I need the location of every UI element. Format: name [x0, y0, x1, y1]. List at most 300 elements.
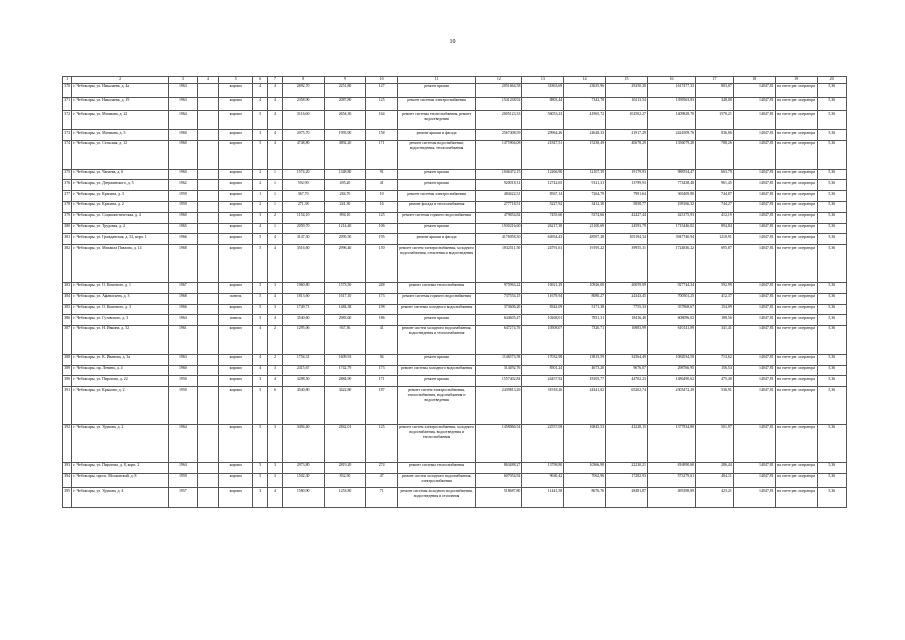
cell-v3: 41965,72 [564, 111, 606, 130]
column-number: 19 [775, 77, 817, 84]
cell-fl: 5 [253, 293, 268, 304]
cell-mat: панель [218, 293, 253, 304]
cell-a1: 271,38 [282, 202, 324, 213]
cell-v1: 644605,47 [476, 315, 522, 326]
cell-v7: 14047,81 [733, 130, 775, 141]
cell-fl: 5 [253, 462, 268, 473]
cell-a1: 3516,60 [282, 245, 324, 283]
cell-a2: 1742,79 [324, 365, 366, 376]
cell-work: ремонт крыши [397, 354, 476, 365]
cell-v5: 298766,95 [647, 365, 695, 376]
cell-v4: 9676,07 [606, 365, 648, 376]
cell-work: ремонт системы водоснабжения, водоотведения, теплоснабжения [397, 140, 476, 169]
cell-addr: г. Чебоксары, ул. Афанасьева, д. 3 [72, 293, 168, 304]
cell-v5: 573279,61 [647, 473, 695, 488]
column-number: 3 [168, 77, 197, 84]
cell-v3: 9121,31 [564, 180, 606, 191]
cell-v6: 341,41 [696, 326, 734, 355]
column-number: 6 [253, 77, 268, 84]
cell-v4: 29250,30 [606, 83, 648, 97]
cell-v6: 695,87 [696, 245, 734, 283]
cell-a2: 1348,80 [324, 169, 366, 180]
cell-n: 394 [63, 473, 72, 488]
cell-a1: 2692,70 [282, 83, 324, 97]
cell-fl: 3 [253, 212, 268, 223]
cell-n: 390 [63, 376, 72, 387]
cell-addr: г. Чебоксары, ул. Николаева, д. 4а [72, 83, 168, 97]
cell-year: 1965 [168, 223, 197, 234]
cell-a2: 495,20 [324, 180, 366, 191]
table-row [63, 293, 847, 304]
cell-v5: 610141,89 [647, 326, 695, 355]
cell-a1: 2415,67 [282, 365, 324, 376]
cell-n: 375 [63, 169, 72, 180]
cell-v5: 423175,93 [647, 212, 695, 223]
cell-v5: 1409828,70 [647, 111, 695, 130]
cell-v2: 10508,07 [522, 326, 564, 355]
cell-empty [198, 304, 219, 315]
cell-fl: 5 [253, 473, 268, 488]
cell-fl: 2 [253, 202, 268, 213]
cell-rate: 5,36 [817, 365, 847, 376]
cell-ent: 1 [268, 223, 283, 234]
cell-ent: 4 [268, 245, 283, 283]
cell-rate: 5,36 [817, 97, 847, 111]
cell-work: ремонт крыши [397, 180, 476, 191]
cell-a1: 592,90 [282, 180, 324, 191]
cell-year: 1964 [168, 462, 197, 473]
cell-v2: 12742,65 [522, 180, 564, 191]
cell-v4: 24343,45 [606, 293, 648, 304]
column-number: 20 [817, 77, 847, 84]
cell-v1: 373606,20 [476, 304, 522, 315]
cell-addr: г. Чебоксары, ул. Николаева, д. 19 [72, 97, 168, 111]
cell-v6: 501,97 [696, 424, 734, 462]
cell-a1: 3540,60 [282, 315, 324, 326]
cell-v1: 2005123,33 [476, 111, 522, 130]
cell-v5: 1399563,83 [647, 97, 695, 111]
cell-v6: 713,62 [696, 354, 734, 365]
cell-v3: 18105,77 [564, 376, 606, 387]
cell-v4: 39955,31 [606, 245, 648, 283]
cell-v5: 816890,60 [647, 462, 695, 473]
cell-n: 377 [63, 191, 72, 202]
cell-v2: 17032,98 [522, 354, 564, 365]
cell-res: 71 [366, 488, 397, 508]
table-row [63, 473, 847, 488]
cell-a2: 894,10 [324, 212, 366, 223]
cell-v4: 21917,29 [606, 130, 648, 141]
cell-v7: 14047,81 [733, 293, 775, 304]
cell-res: 198 [366, 304, 397, 315]
cell-v6: 1218,91 [696, 234, 734, 245]
cell-ent: 1 [268, 202, 283, 213]
cell-year: 1961 [168, 326, 197, 355]
cell-year: 1950 [168, 376, 197, 387]
cell-v5: 495398,89 [647, 488, 695, 508]
cell-res: 16 [366, 202, 397, 213]
cell-fl: 2 [253, 180, 268, 191]
cell-year: 1957 [168, 488, 197, 508]
cell-year: 1960 [168, 140, 197, 169]
cell-n: 371 [63, 97, 72, 111]
cell-mat: кирпич [218, 473, 253, 488]
cell-op: на счете рег. оператора [775, 488, 817, 508]
cell-v3: 12107,39 [564, 169, 606, 180]
cell-v3: 24628,33 [564, 130, 606, 141]
cell-empty [198, 488, 219, 508]
cell-a1: 4540,80 [282, 387, 324, 425]
cell-op: на счете рег. оператора [775, 83, 817, 97]
cell-a1: 3147,30 [282, 234, 324, 245]
cell-res: 41 [366, 326, 397, 355]
cell-mat: кирпич [218, 169, 253, 180]
cell-res: 274 [366, 462, 397, 473]
cell-empty [198, 169, 219, 180]
cell-op: на счете рег. оператора [775, 315, 817, 326]
cell-addr: г. Чебоксары, ул. Гузовского, д. 3 [72, 315, 168, 326]
cell-v7: 14047,81 [733, 97, 775, 111]
cell-n: 386 [63, 315, 72, 326]
cell-res: 125 [366, 424, 397, 462]
cell-year: 1964 [168, 111, 197, 130]
cell-work: ремонт крыши [397, 169, 476, 180]
cell-v6: 404,11 [696, 473, 734, 488]
table-row [63, 326, 847, 355]
cell-v2: 8501,24 [522, 365, 564, 376]
cell-v2: 11441,58 [522, 488, 564, 508]
cell-addr: г. Чебоксары, ул. О. Кошевого, д. 3 [72, 304, 168, 315]
cell-addr: г. Чебоксары, ул. К. Иванова, д. 3а [72, 354, 168, 365]
cell-n: 380 [63, 223, 72, 234]
column-number: 10 [366, 77, 397, 84]
cell-addr: г. Чебоксары, просп. Московский, д. 8 [72, 473, 168, 488]
cell-res: 173 [366, 293, 397, 304]
cell-v5: 700501,25 [647, 293, 695, 304]
cell-a1: 3494,40 [282, 424, 324, 462]
cell-mat: кирпич [218, 354, 253, 365]
cell-v4: 17282,93 [606, 473, 648, 488]
cell-res: 94 [366, 354, 397, 365]
cell-a2: 2087,80 [324, 97, 366, 111]
cell-v1: 1458066,54 [476, 424, 522, 462]
cell-v6: 836,06 [696, 130, 734, 141]
cell-v2: 16921,29 [522, 282, 564, 293]
cell-v1: 314492,76 [476, 365, 522, 376]
cell-work: ремонт систем холодного водоснабжения, водоотведения и теплоснабжения [397, 326, 476, 355]
cell-v4: 13799,93 [606, 180, 648, 191]
cell-v2: 24457,92 [522, 376, 564, 387]
cell-v6: 1578,21 [696, 111, 734, 130]
cell-res: 127 [366, 83, 397, 97]
cell-v4: 44702,23 [606, 376, 648, 387]
cell-n: 391 [63, 387, 72, 425]
cell-mat: кирпич [218, 282, 253, 293]
cell-op: на счете рег. оператора [775, 169, 817, 180]
cell-n: 387 [63, 326, 72, 355]
cell-n: 388 [63, 354, 72, 365]
cell-rate: 5,36 [817, 191, 847, 202]
cell-a1: 4748,80 [282, 140, 324, 169]
column-number-row [63, 77, 847, 84]
cell-op: на счете рег. оператора [775, 130, 817, 141]
cell-v5: 773438,48 [647, 180, 695, 191]
cell-a2: 1617,10 [324, 293, 366, 304]
cell-v7: 14047,81 [733, 315, 775, 326]
cell-mat: кирпич [218, 180, 253, 191]
cell-empty [198, 473, 219, 488]
cell-a2: 2996,40 [324, 245, 366, 283]
cell-rate: 5,36 [817, 202, 847, 213]
cell-ent: 3 [268, 282, 283, 293]
cell-empty [198, 212, 219, 223]
cell-v3: 23635,96 [564, 83, 606, 97]
cell-n: 383 [63, 282, 72, 293]
cell-mat: кирпич [218, 245, 253, 283]
cell-v4: 41228,15 [606, 424, 648, 462]
column-number: 2 [72, 77, 168, 84]
cell-a1: 1754,31 [282, 354, 324, 365]
cell-v4: 18416,40 [606, 315, 648, 326]
cell-res: 47 [366, 473, 397, 488]
cell-v3: 19195,22 [564, 245, 606, 283]
cell-v4: 40678,29 [606, 140, 648, 169]
cell-v4: 5858,77 [606, 202, 648, 213]
cell-v3: 7264,79 [564, 191, 606, 202]
cell-v4: 22230,21 [606, 462, 648, 473]
cell-v4: 7755,33 [606, 304, 648, 315]
cell-mat: кирпич [218, 387, 253, 425]
cell-rate: 5,36 [817, 354, 847, 365]
cell-empty [198, 424, 219, 462]
cell-v4: 19179,93 [606, 169, 648, 180]
cell-ent: 1 [268, 169, 283, 180]
cell-a2: 1484,38 [324, 304, 366, 315]
cell-v2: 29964,26 [522, 130, 564, 141]
cell-empty [198, 365, 219, 376]
cell-n: 395 [63, 488, 72, 508]
cell-rate: 5,36 [817, 130, 847, 141]
cell-n: 378 [63, 202, 72, 213]
cell-work: ремонт системы электроснабжения [397, 191, 476, 202]
cell-fl: 5 [253, 111, 268, 130]
cell-work: ремонт системы холодного водоснабжения, водоотведения и отопления [397, 488, 476, 508]
cell-a2: 2251,80 [324, 83, 366, 97]
cell-fl: 5 [253, 140, 268, 169]
cell-rate: 5,36 [817, 387, 847, 425]
cell-rate: 5,36 [817, 212, 847, 223]
cell-a1: 2075,70 [282, 130, 324, 141]
housing-register-table [62, 76, 847, 508]
cell-year: 1960 [168, 365, 197, 376]
cell-n: 370 [63, 83, 72, 97]
table-row [63, 354, 847, 365]
cell-a1: 3116,60 [282, 111, 324, 130]
cell-n: 385 [63, 304, 72, 315]
cell-v1: 1832511,50 [476, 245, 522, 283]
cell-v3: 7062,96 [564, 473, 606, 488]
cell-work: ремонт системы электроснабжения [397, 97, 476, 111]
cell-v7: 14047,81 [733, 191, 775, 202]
cell-n: 372 [63, 111, 72, 130]
page-number: 10 [449, 39, 456, 45]
cell-v5: 1082034,58 [647, 354, 695, 365]
cell-v6: 412,19 [696, 212, 734, 223]
cell-v1: 737554,15 [476, 293, 522, 304]
cell-v7: 14047,81 [733, 83, 775, 97]
cell-v4: 102502,27 [606, 111, 648, 130]
cell-v5: 1715446,02 [647, 223, 695, 234]
cell-empty [198, 191, 219, 202]
cell-rate: 5,36 [817, 293, 847, 304]
cell-addr: г. Чебоксары, пр. Ленина, д. 4 [72, 365, 168, 376]
cell-ent: 3 [268, 462, 283, 473]
cell-v1: 277718,51 [476, 202, 522, 213]
cell-work: ремонт систем холодного водоснабжения, электроснабжения [397, 473, 476, 488]
cell-v6: 156,54 [696, 365, 734, 376]
cell-v3: 8676,76 [564, 488, 606, 508]
cell-v6: 536,91 [696, 387, 734, 425]
cell-year: 1964 [168, 424, 197, 462]
cell-v1: 2439813,26 [476, 387, 522, 425]
cell-op: на счете рег. оператора [775, 293, 817, 304]
table-row [63, 212, 847, 223]
cell-op: на счете рег. оператора [775, 365, 817, 376]
cell-v4: 7991,64 [606, 191, 648, 202]
cell-v5: 1486490,62 [647, 376, 695, 387]
cell-v7: 14047,81 [733, 282, 775, 293]
cell-ent: 1 [268, 191, 283, 202]
cell-addr: г. Чебоксары, ул. Красина, д. 3 [72, 191, 168, 202]
cell-v4: 24593,79 [606, 223, 648, 234]
cell-v3: 8080,27 [564, 293, 606, 304]
cell-addr: г. Чебоксары, ул. Н. Ивкина, д. 52 [72, 326, 168, 355]
cell-res: 10 [366, 191, 397, 202]
cell-v5: 1377834,80 [647, 424, 695, 462]
cell-v7: 14047,81 [733, 223, 775, 234]
cell-v3: 7320,71 [564, 326, 606, 355]
cell-v1: 479854,82 [476, 212, 522, 223]
cell-v3: 48597,28 [564, 234, 606, 245]
cell-ent: 2 [268, 354, 283, 365]
cell-work: ремонт систем электроснабжения, холодного водоснабжения, отопления и водоотведения [397, 245, 476, 283]
cell-v2: 56053,23 [522, 111, 564, 130]
table-row [63, 223, 847, 234]
cell-empty [198, 387, 219, 425]
cell-addr: г. Чебоксары, ул. Михаила Павлова, д. 14 [72, 245, 168, 283]
cell-ent: 3 [268, 365, 283, 376]
cell-op: на счете рег. оператора [775, 223, 817, 234]
cell-empty [198, 97, 219, 111]
cell-ent: 4 [268, 315, 283, 326]
cell-empty [198, 180, 219, 191]
cell-a1: 1502,30 [282, 473, 324, 488]
cell-v5: 1356079,28 [647, 140, 695, 169]
cell-n: 389 [63, 365, 72, 376]
cell-v1: 1541238,92 [476, 97, 522, 111]
cell-v4: 20059,99 [606, 282, 648, 293]
cell-v6: 286,44 [696, 462, 734, 473]
cell-v5: 3947740,94 [647, 234, 695, 245]
cell-a1: 1749,71 [282, 304, 324, 315]
cell-v3: 3412,30 [564, 202, 606, 213]
cell-a1: 2358,90 [282, 97, 324, 111]
cell-work: ремонт систем электроснабжения, холодного водоснабжения, водоотведения и теплоснабжения [397, 424, 476, 462]
table-row [63, 304, 847, 315]
cell-op: на счете рег. оператора [775, 191, 817, 202]
cell-v7: 14047,81 [733, 326, 775, 355]
cell-mat: кирпич [218, 424, 253, 462]
cell-v2: 64954,45 [522, 234, 564, 245]
cell-addr: г. Чебоксары, ул. Пирогова, д. 22 [72, 376, 168, 387]
cell-v7: 14047,81 [733, 488, 775, 508]
cell-v3: 16845,53 [564, 424, 606, 462]
cell-rate: 5,36 [817, 315, 847, 326]
cell-fl: 4 [253, 223, 268, 234]
table-row [63, 387, 847, 425]
cell-a2: 1253,80 [324, 488, 366, 508]
cell-n: 384 [63, 293, 72, 304]
cell-v7: 14047,81 [733, 376, 775, 387]
cell-mat: кирпич [218, 202, 253, 213]
cell-mat: кирпич [218, 191, 253, 202]
cell-op: на счете рег. оператора [775, 212, 817, 223]
cell-empty [198, 376, 219, 387]
cell-work: ремонт крыши [397, 83, 476, 97]
table-row [63, 169, 847, 180]
cell-v1: 2051664,58 [476, 83, 522, 97]
cell-op: на счете рег. оператора [775, 180, 817, 191]
cell-res: 171 [366, 376, 397, 387]
cell-ent: 4 [268, 97, 283, 111]
cell-v7: 14047,81 [733, 202, 775, 213]
cell-n: 374 [63, 140, 72, 169]
cell-v6: 423,21 [696, 488, 734, 508]
cell-empty [198, 245, 219, 283]
cell-fl: 3 [253, 130, 268, 141]
column-number: 18 [733, 77, 775, 84]
cell-v3: 7851,31 [564, 315, 606, 326]
cell-v1: 920018,31 [476, 180, 522, 191]
cell-res: 125 [366, 97, 397, 111]
cell-v2: 8567,14 [522, 191, 564, 202]
cell-v2: 8342,09 [522, 304, 564, 315]
cell-a2: 947,36 [324, 326, 366, 355]
cell-a1: 2973,80 [282, 462, 324, 473]
cell-fl: 3 [253, 376, 268, 387]
cell-rate: 5,36 [817, 180, 847, 191]
cell-op: на счете рег. оператора [775, 140, 817, 169]
column-number: 17 [696, 77, 734, 84]
cell-addr: г. Чебоксары, ул. Урукова, д. 4 [72, 488, 168, 508]
cell-res: 173 [366, 365, 397, 376]
cell-work: ремонт крыши и фасада [397, 234, 476, 245]
cell-v6: 803,07 [696, 83, 734, 97]
cell-v4: 65202,74 [606, 387, 648, 425]
cell-v6: 188,56 [696, 315, 734, 326]
cell-addr: г. Чебоксары, ул. О. Кошевого, д. 1 [72, 282, 168, 293]
cell-v3: 5171,38 [564, 304, 606, 315]
table-row [63, 365, 847, 376]
cell-n: 376 [63, 180, 72, 191]
cell-v7: 14047,81 [733, 365, 775, 376]
cell-op: на счете рег. оператора [775, 387, 817, 425]
cell-work: ремонт крыши [397, 376, 476, 387]
cell-addr: г. Чебоксары, ул. Сельская, д. 12 [72, 140, 168, 169]
cell-v2: 13798,80 [522, 462, 564, 473]
cell-addr: г. Чебоксары, ул. Красина, д. 2 [72, 202, 168, 213]
cell-v6: 154,09 [696, 304, 734, 315]
